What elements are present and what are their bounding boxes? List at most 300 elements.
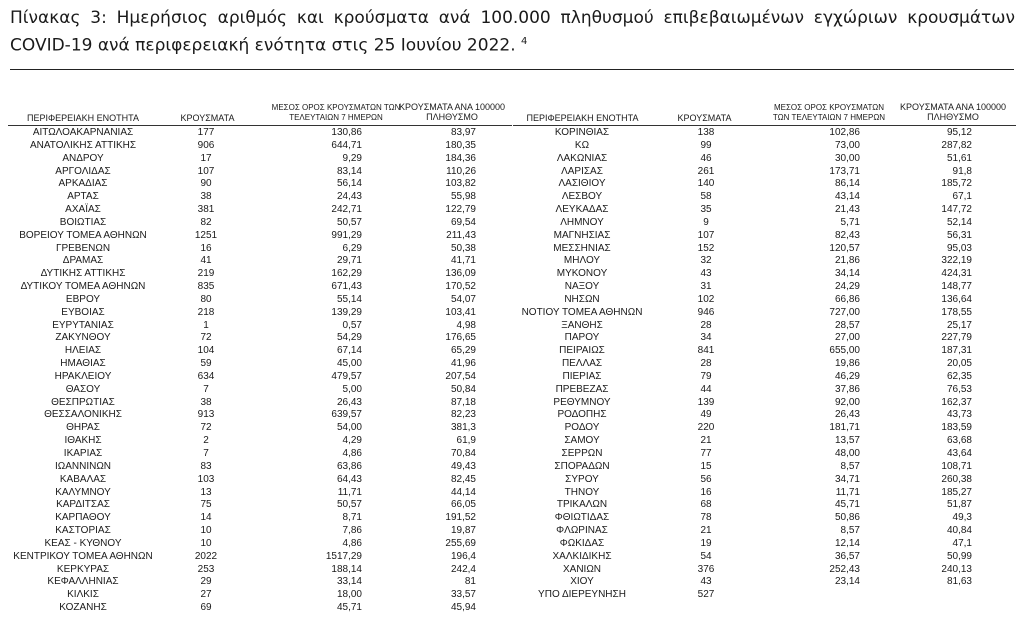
right-cell-cases: 19 [700,537,712,549]
right-header-region: ΠΕΡΙΦΕΡΕΙΑΚΗ ΕΝΟΤΗΤΑ [526,113,639,123]
right-cell-per100k: 20,05 [946,358,972,370]
right-cell-region: ΦΘΙΩΤΙΔΑΣ [554,512,610,524]
left-cell-avg7: 24,43 [336,191,362,203]
right-cell-region: ΧΑΛΚΙΔΙΚΗΣ [552,550,612,562]
left-header-region: ΠΕΡΙΦΕΡΕΙΑΚΗ ΕΝΟΤΗΤΑ [26,113,140,123]
left-cell-per100k: 196,4 [450,550,476,562]
right-cell-cases: 28 [700,319,712,331]
right-cell-region: ΠΡΕΒΕΖΑΣ [555,383,609,395]
right-cell-region: ΦΩΚΙΔΑΣ [559,537,605,549]
right-cell-region: ΝΗΣΩΝ [564,293,600,305]
left-cell-region: ΚΑΡΠΑΘΟΥ [55,512,111,524]
left-cell-region: ΔΥΤΙΚΟΥ ΤΟΜΕΑ ΑΘΗΝΩΝ [20,281,146,293]
right-cell-per100k: 147,72 [941,204,972,216]
right-cell-avg7: 24,29 [834,281,860,293]
left-cell-region: ΘΑΣΟΥ [65,383,101,395]
left-cell-per100k: 255,69 [445,537,476,549]
right-cell-region: ΜΕΣΣΗΝΙΑΣ [553,242,611,254]
left-cell-per100k: 65,29 [450,345,476,357]
right-cell-cases: 68 [700,499,712,511]
left-cell-cases: 38 [200,396,212,408]
right-cell-cases: 28 [700,358,712,370]
left-cell-per100k: 45,94 [450,602,476,614]
right-cell-per100k: 162,37 [941,396,972,408]
left-cell-cases: 1 [203,319,209,331]
left-cell-avg7: 242,71 [331,204,362,216]
right-cell-avg7: 86,14 [834,178,860,190]
right-cell-avg7: 5,71 [840,216,860,228]
right-header-cases: ΚΡΟΥΣΜΑΤΑ [677,113,732,123]
right-cell-per100k: 40,84 [946,525,972,537]
left-cell-region: ΒΟΙΩΤΙΑΣ [59,216,107,228]
left-cell-cases: 104 [197,345,215,357]
left-cell-per100k: 4,98 [456,319,476,331]
left-cell-region: ΗΡΑΚΛΕΙΟΥ [54,370,112,382]
right-cell-per100k: 178,55 [941,306,972,318]
left-cell-cases: 41 [200,255,212,267]
left-cell-per100k: 176,65 [445,332,476,344]
left-cell-region: ΖΑΚΥΝΘΟΥ [55,332,111,344]
right-cell-avg7: 50,86 [834,512,860,524]
left-cell-avg7: 63,86 [336,460,362,472]
right-cell-per100k: 183,59 [941,422,972,434]
left-cell-region: ΚΕΦΑΛΛΗΝΙΑΣ [47,576,119,588]
left-cell-per100k: 191,52 [445,512,476,524]
left-cell-region: ΕΥΒΟΙΑΣ [61,306,105,318]
right-cell-avg7: 37,86 [834,383,860,395]
right-cell-region: ΧΙΟΥ [570,576,594,588]
left-cell-cases: 29 [200,576,212,588]
left-cell-per100k: 33,57 [450,589,476,601]
right-cell-per100k: 56,31 [946,229,972,241]
left-cell-cases: 2022 [194,550,218,562]
left-cell-per100k: 381,3 [450,422,476,434]
right-cell-cases: 58 [700,191,712,203]
right-cell-cases: 99 [700,139,712,151]
right-cell-avg7: 252,43 [829,563,860,575]
left-cell-region: ΑΧΑΪΑΣ [65,204,101,216]
right-cell-per100k: 63,68 [946,435,972,447]
right-cell-per100k: 95,12 [946,127,972,138]
right-cell-region: ΧΑΝΙΩΝ [562,563,602,575]
right-cell-region: ΡΕΘΥΜΝΟΥ [553,396,611,408]
right-cell-per100k: 62,35 [946,370,972,382]
left-cell-region: ΑΝΑΤΟΛΙΚΗΣ ΑΤΤΙΚΗΣ [29,139,137,151]
left-cell-avg7: 6,29 [342,242,362,254]
left-cell-avg7: 5,00 [342,383,362,395]
right-cell-region: ΚΟΡΙΝΘΙΑΣ [554,127,610,138]
right-cell-per100k: 51,87 [946,499,972,511]
left-cell-per100k: 122,79 [445,204,476,216]
left-cell-region: ΙΚΑΡΙΑΣ [63,448,103,459]
left-cell-avg7: 26,43 [336,396,362,408]
left-cell-region: ΚΑΣΤΟΡΙΑΣ [55,525,111,537]
right-cell-avg7: 36,57 [834,550,860,562]
left-cell-avg7: 18,00 [336,589,362,601]
left-cell-cases: 10 [200,525,212,537]
right-cell-cases: 261 [697,165,715,177]
right-cell-region: ΠΕΛΛΑΣ [561,358,603,370]
left-cell-cases: 69 [200,602,212,614]
left-cell-per100k: 70,84 [450,448,476,459]
left-cell-region: ΘΕΣΣΑΛΟΝΙΚΗΣ [44,409,122,421]
right-cell-per100k: 67,1 [952,191,972,203]
left-cell-cases: 75 [200,499,212,511]
left-cell-per100k: 103,41 [445,306,476,318]
right-cell-avg7: 28,57 [834,319,860,331]
left-cell-avg7: 139,29 [331,306,362,318]
right-cell-per100k: 43,73 [946,409,972,421]
left-cell-per100k: 81 [464,576,476,588]
right-cell-cases: 9 [703,216,709,228]
left-cell-cases: 218 [197,306,215,318]
left-cell-per100k: 83,97 [450,127,476,138]
left-cell-cases: 72 [200,332,212,344]
left-cell-per100k: 211,43 [446,229,476,241]
left-cell-avg7: 991,29 [331,229,362,241]
left-cell-region: ΑΡΚΑΔΙΑΣ [58,178,108,190]
left-cell-region: ΑΡΤΑΣ [67,191,99,203]
left-cell-region: ΗΛΕΙΑΣ [64,345,102,357]
right-cell-region: ΛΑΡΙΣΑΣ [561,165,603,177]
left-cell-avg7: 639,57 [331,409,362,421]
right-cell-region: ΜΑΓΝΗΣΙΑΣ [553,229,611,241]
left-cell-cases: 2 [203,435,209,447]
left-cell-cases: 634 [197,370,215,382]
right-cell-cases: 140 [697,178,715,190]
right-cell-avg7: 655,00 [829,345,860,357]
right-cell-region: ΚΩ [574,139,590,151]
left-cell-cases: 90 [200,178,212,190]
left-cell-region: ΚΙΛΚΙΣ [67,589,99,601]
right-cell-cases: 31 [700,281,712,293]
right-cell-region: ΠΕΙΡΑΙΩΣ [559,345,605,357]
left-cell-avg7: 130,86 [331,127,362,138]
right-cell-avg7: 8,57 [840,460,860,472]
left-cell-per100k: 50,84 [450,383,476,395]
left-cell-per100k: 180,35 [445,139,476,151]
right-cell-per100k: 25,17 [946,319,972,331]
left-cell-region: ΚΑΒΑΛΑΣ [59,473,107,485]
right-cell-region: ΡΟΔΟΠΗΣ [557,409,607,421]
right-cell-cases: 79 [700,370,712,382]
left-cell-cases: 219 [197,268,215,280]
left-cell-per100k: 87,18 [450,396,476,408]
left-cell-cases: 103 [197,473,215,485]
right-cell-cases: 946 [697,306,715,318]
left-cell-per100k: 136,09 [445,268,476,280]
left-cell-avg7: 4,29 [342,435,362,447]
left-cell-per100k: 66,05 [450,499,476,511]
right-cell-region: ΛΗΜΝΟΥ [560,216,604,228]
right-cell-avg7: 66,86 [834,293,860,305]
right-cell-cases: 56 [700,473,712,485]
left-cell-per100k: 61,9 [456,435,476,447]
right-cell-region: ΡΟΔΟΥ [564,422,600,434]
right-cell-avg7: 23,14 [834,576,860,588]
right-cell-per100k: 81,63 [946,576,972,588]
right-cell-region: ΣΥΡΟΥ [565,473,599,485]
right-cell-avg7: 181,71 [829,422,860,434]
left-cell-region: ΚΑΡΔΙΤΣΑΣ [56,499,110,511]
left-cell-cases: 906 [197,139,215,151]
right-cell-per100k: 148,77 [941,281,972,293]
right-cell-per100k: 95,03 [946,242,972,254]
left-cell-per100k: 41,71 [450,255,476,267]
right-cell-per100k: 76,53 [946,383,972,395]
left-cell-per100k: 184,36 [445,152,476,164]
left-cell-region: ΚΕΝΤΡΙΚΟΥ ΤΟΜΕΑ ΑΘΗΝΩΝ [13,550,153,562]
left-cell-region: ΕΥΡΥΤΑΝΙΑΣ [52,319,114,331]
left-cell-avg7: 55,14 [336,293,362,305]
right-cell-region: ΛΕΥΚΑΔΑΣ [555,204,609,216]
right-cell-per100k: 424,31 [941,268,972,280]
right-cell-cases: 138 [697,127,715,138]
right-cell-avg7: 8,57 [840,525,860,537]
right-cell-avg7: 11,71 [835,486,860,498]
right-cell-avg7: 27,00 [834,332,860,344]
right-cell-per100k: 185,72 [941,178,972,190]
right-cell-cases: 139 [697,396,715,408]
right-cell-per100k: 91,8 [952,165,972,177]
right-cell-region: ΝΟΤΙΟΥ ΤΟΜΕΑ ΑΘΗΝΩΝ [521,306,643,318]
left-cell-avg7: 56,14 [336,178,362,190]
right-cell-cases: 54 [700,550,712,562]
left-cell-cases: 107 [197,165,215,177]
left-cell-cases: 7 [203,448,209,459]
right-cell-per100k: 136,64 [941,293,972,305]
right-cell-cases: 15 [700,460,712,472]
right-cell-per100k: 50,99 [946,550,972,562]
right-cell-region: ΣΕΡΡΩΝ [561,448,603,459]
right-cell-avg7: 43,14 [834,191,860,203]
left-cell-avg7: 8,71 [342,512,362,524]
right-cell-cases: 376 [697,563,715,575]
right-cell-cases: 43 [700,268,712,280]
right-cell-region: ΣΠΟΡΑΔΩΝ [554,460,610,472]
right-cell-avg7: 727,00 [829,306,860,318]
left-cell-avg7: 7,86 [342,525,362,537]
right-cell-region: ΥΠΟ ΔΙΕΡΕΥΝΗΣΗ [538,589,626,601]
right-cell-avg7: 34,14 [834,268,860,280]
right-cell-per100k: 185,27 [941,486,972,498]
left-cell-region: ΑΡΓΟΛΙΔΑΣ [55,165,111,177]
left-cell-region: ΔΥΤΙΚΗΣ ΑΤΤΙΚΗΣ [40,268,126,280]
left-cell-cases: 13 [200,486,212,498]
left-cell-cases: 10 [200,537,212,549]
right-cell-avg7: 48,00 [834,448,860,459]
left-cell-cases: 38 [200,191,212,203]
right-cell-per100k: 227,79 [941,332,972,344]
right-cell-cases: 34 [700,332,712,344]
right-cell-region: ΝΑΞΟΥ [564,281,600,293]
left-cell-per100k: 50,38 [450,242,476,254]
left-cell-region: ΙΘΑΚΗΣ [64,435,102,447]
right-header-avg7: ΜΕΣΟΣ ΟΡΟΣ ΚΡΟΥΣΜΑΤΩΝ ΤΩΝ ΤΕΛΕΥΤΑΙΩΝ 7 ΗΜΕΡΩΝ [772,103,886,122]
right-cell-per100k: 52,14 [946,216,972,228]
right-cell-region: ΦΛΩΡΙΝΑΣ [556,525,608,537]
left-cell-per100k: 19,87 [450,525,476,537]
right-cell-region: ΜΗΛΟΥ [563,255,601,267]
left-cell-per100k: 110,26 [446,165,476,177]
left-cell-avg7: 11,71 [337,486,362,498]
left-cell-cases: 177 [197,127,215,138]
right-cell-cases: 35 [700,204,712,216]
right-cell-per100k: 260,38 [941,473,972,485]
left-cell-region: ΚΕΡΚΥΡΑΣ [56,563,110,575]
left-header-avg7: ΜΕΣΟΣ ΟΡΟΣ ΚΡΟΥΣΜΑΤΩΝ ΤΩΝ ΤΕΛΕΥΤΑΙΩΝ 7 ΗΜΕΡΩΝ [271,103,401,122]
right-cell-cases: 43 [700,576,712,588]
left-cell-region: ΘΗΡΑΣ [66,422,100,434]
left-cell-avg7: 45,00 [336,358,362,370]
right-cell-region: ΛΕΣΒΟΥ [561,191,603,203]
right-cell-region: ΛΑΣΙΘΙΟΥ [558,178,606,190]
right-cell-avg7: 82,43 [834,229,860,241]
left-cell-avg7: 671,43 [331,281,362,293]
left-cell-avg7: 0,57 [342,319,362,331]
left-cell-avg7: 64,43 [336,473,362,485]
left-cell-per100k: 207,54 [445,370,476,382]
right-cell-avg7: 12,14 [834,537,860,549]
left-cell-region: ΗΜΑΘΙΑΣ [60,358,106,370]
right-cell-per100k: 51,61 [946,152,972,164]
right-cell-avg7: 92,00 [834,396,860,408]
right-cell-region: ΠΑΡΟΥ [564,332,600,344]
right-cell-per100k: 108,71 [941,460,972,472]
right-cell-cases: 21 [700,525,712,537]
right-cell-per100k: 322,19 [941,255,972,267]
right-cell-per100k: 43,64 [946,448,972,459]
right-cell-avg7: 19,86 [834,358,860,370]
left-cell-avg7: 50,57 [336,216,362,228]
left-cell-per100k: 82,45 [450,473,476,485]
caption-footnote-marker: 4 [521,36,528,47]
left-cell-per100k: 49,43 [450,460,476,472]
left-cell-per100k: 41,96 [450,358,476,370]
right-cell-per100k: 287,82 [941,139,972,151]
right-cell-cases: 220 [697,422,715,434]
left-cell-cases: 253 [197,563,215,575]
right-cell-cases: 102 [697,293,715,305]
left-cell-region: ΚΕΑΣ - ΚΥΘΝΟΥ [44,537,122,549]
left-cell-cases: 80 [200,293,212,305]
left-cell-per100k: 170,52 [445,281,476,293]
right-cell-avg7: 26,43 [834,409,860,421]
left-cell-region: ΔΡΑΜΑΣ [62,255,104,267]
left-cell-cases: 27 [200,589,212,601]
left-header-cases: ΚΡΟΥΣΜΑΤΑ [180,113,235,123]
right-cell-avg7: 73,00 [834,139,860,151]
left-header-per100k: ΚΡΟΥΣΜΑΤΑ ΑΝΑ 100000 ΠΛΗΘΥΣΜΟ [399,102,505,122]
left-cell-avg7: 45,71 [336,602,362,614]
right-cell-region: ΠΙΕΡΙΑΣ [562,370,602,382]
left-cell-per100k: 44,14 [450,486,476,498]
right-cell-region: ΤΡΙΚΑΛΩΝ [556,499,608,511]
left-cell-region: ΑΙΤΩΛΟΑΚΑΡΝΑΝΙΑΣ [32,127,134,138]
right-cell-cases: 16 [700,486,712,498]
left-cell-cases: 381 [197,204,215,216]
left-cell-avg7: 50,57 [336,499,362,511]
left-cell-cases: 16 [200,242,212,254]
right-cell-cases: 527 [697,589,715,601]
left-cell-region: ΕΒΡΟΥ [65,293,101,305]
right-cell-avg7: 34,71 [834,473,860,485]
right-cell-cases: 152 [697,242,715,254]
right-cell-per100k: 49,3 [952,512,972,524]
left-cell-cases: 7 [203,383,209,395]
right-cell-per100k: 187,31 [941,345,972,357]
right-cell-avg7: 102,86 [829,127,860,138]
left-cell-cases: 1251 [194,229,218,241]
right-cell-region: ΜΥΚΟΝΟΥ [556,268,608,280]
right-cell-region: ΣΑΜΟΥ [564,435,600,447]
left-cell-avg7: 33,14 [336,576,362,588]
left-cell-avg7: 29,71 [336,255,362,267]
right-cell-per100k: 47,1 [952,537,972,549]
left-cell-region: ΓΡΕΒΕΝΩΝ [55,242,111,254]
left-cell-avg7: 83,14 [336,165,362,177]
left-cell-avg7: 67,14 [336,345,362,357]
left-cell-cases: 59 [200,358,212,370]
right-header-per100k: ΚΡΟΥΣΜΑΤΑ ΑΝΑ 100000 ΠΛΗΘΥΣΜΟ [900,102,1006,122]
left-cell-per100k: 242,4 [450,563,476,575]
left-cell-cases: 14 [200,512,212,524]
right-cell-avg7: 173,71 [829,165,860,177]
left-cell-cases: 17 [200,152,212,164]
right-cell-avg7: 46,29 [834,370,860,382]
left-cell-per100k: 55,98 [450,191,476,203]
left-cell-avg7: 188,14 [331,563,362,575]
caption-text: Πίνακας 3: Ημερήσιος αριθμός και κρούσματα ανά 100.000 πληθυσμού επιβεβαιωμένων εγχώριων κρουσμάτων COVID-19 ανά περιφερειακή ενότητα στις 25 Ιουνίου 2022. [10,8,1015,56]
left-cell-avg7: 479,57 [331,370,362,382]
left-cell-avg7: 54,29 [336,332,362,344]
left-cell-avg7: 54,00 [336,422,362,434]
right-cell-avg7: 21,43 [834,204,860,216]
right-cell-avg7: 13,57 [834,435,860,447]
left-cell-per100k: 54,07 [450,293,476,305]
right-cell-cases: 44 [700,383,712,395]
right-cell-cases: 32 [700,255,712,267]
left-cell-avg7: 4,86 [342,448,362,459]
left-cell-cases: 913 [197,409,215,421]
right-cell-per100k: 240,13 [941,563,972,575]
right-cell-cases: 78 [700,512,712,524]
left-cell-per100k: 69,54 [450,216,476,228]
left-cell-avg7: 4,86 [342,537,362,549]
left-cell-cases: 83 [200,460,212,472]
right-cell-avg7: 21,86 [834,255,860,267]
left-cell-cases: 72 [200,422,212,434]
right-cell-region: ΞΑΝΘΗΣ [561,319,603,331]
left-cell-per100k: 82,23 [450,409,476,421]
left-cell-region: ΚΑΛΥΜΝΟΥ [55,486,111,498]
right-cell-avg7: 45,71 [834,499,860,511]
right-cell-avg7: 30,00 [834,152,860,164]
left-cell-region: ΒΟΡΕΙΟΥ ΤΟΜΕΑ ΑΘΗΝΩΝ [19,229,147,241]
right-cell-cases: 49 [700,409,712,421]
left-cell-cases: 82 [200,216,212,228]
right-cell-avg7: 120,57 [829,242,860,254]
left-cell-avg7: 644,71 [331,139,362,151]
left-cell-region: ΙΩΑΝΝΙΝΩΝ [54,460,112,472]
right-cell-cases: 21 [700,435,712,447]
left-cell-region: ΘΕΣΠΡΩΤΙΑΣ [51,396,115,408]
right-cell-region: ΤΗΝΟΥ [564,486,600,498]
left-cell-cases: 835 [197,281,215,293]
left-cell-per100k: 103,82 [445,178,476,190]
right-cell-cases: 107 [697,229,715,241]
right-cell-cases: 46 [700,152,712,164]
